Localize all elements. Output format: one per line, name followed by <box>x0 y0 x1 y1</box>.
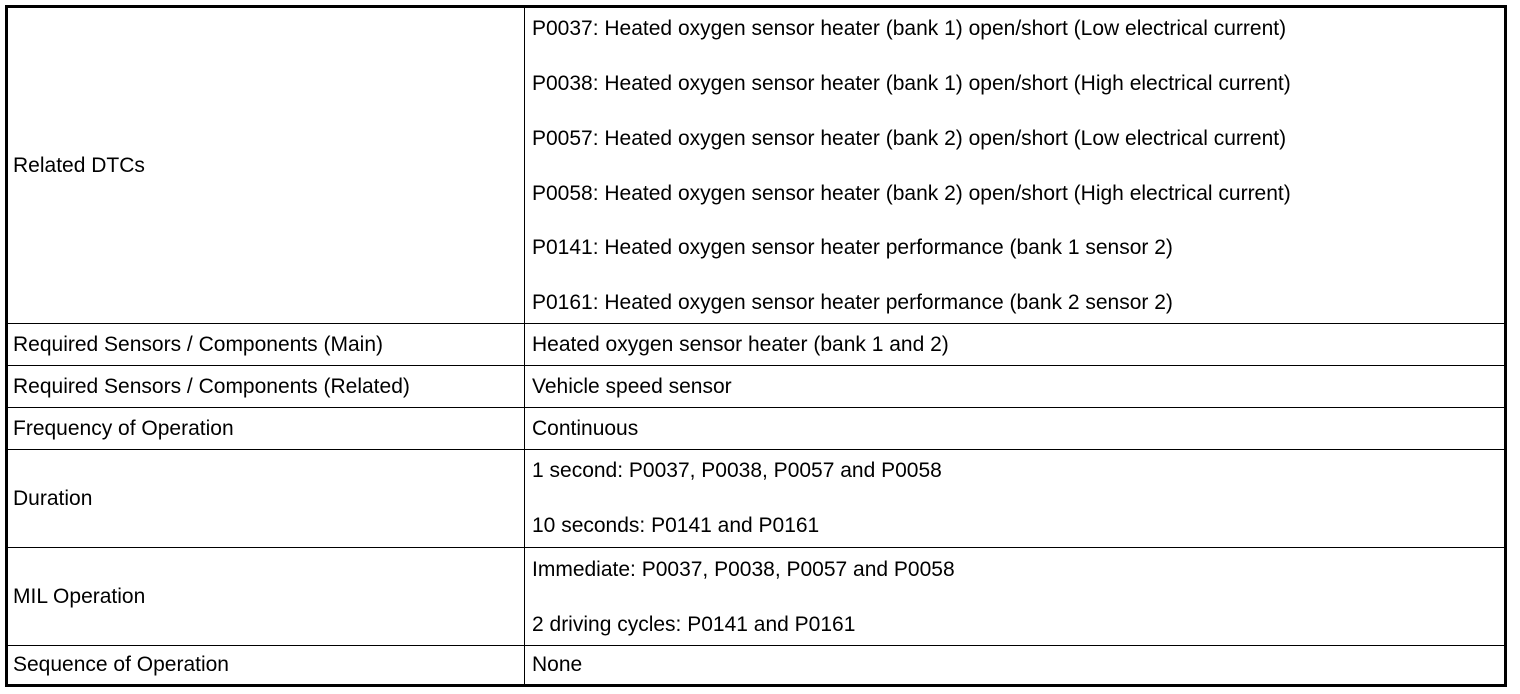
mil-line: 2 driving cycles: P0141 and P0161 <box>532 613 856 636</box>
dtc-line: P0038: Heated oxygen sensor heater (bank 1) open/short (High electrical current) <box>532 72 1291 95</box>
row-label: Sequence of Operation <box>8 646 525 684</box>
duration-line: 10 seconds: P0141 and P0161 <box>532 514 820 537</box>
table-row <box>8 646 1504 684</box>
row-label: Frequency of Operation <box>8 408 525 449</box>
row-value: None <box>532 653 583 676</box>
dtc-line: P0057: Heated oxygen sensor heater (bank 2) open/short (Low electrical current) <box>532 127 1287 150</box>
row-label: Related DTCs <box>8 8 525 323</box>
row-value <box>526 8 1504 323</box>
row-value <box>526 548 1504 645</box>
table-row <box>8 324 1504 366</box>
table-row <box>8 366 1504 408</box>
row-value <box>526 450 1504 547</box>
table-row <box>8 408 1504 450</box>
mil-line: Immediate: P0037, P0038, P0057 and P0058 <box>532 558 955 581</box>
row-label: Duration <box>8 450 525 547</box>
dtc-line: P0037: Heated oxygen sensor heater (bank 1) open/short (Low electrical current) <box>532 17 1287 40</box>
duration-line: 1 second: P0037, P0038, P0057 and P0058 <box>532 459 942 482</box>
row-label: MIL Operation <box>8 548 525 645</box>
table-row <box>8 8 1504 324</box>
row-value: Heated oxygen sensor heater (bank 1 and 2) <box>532 332 949 356</box>
row-value: Vehicle speed sensor <box>532 374 732 398</box>
table-row <box>8 548 1504 646</box>
dtc-line: P0141: Heated oxygen sensor heater performance (bank 1 sensor 2) <box>532 236 1173 259</box>
row-label: Required Sensors / Components (Main) <box>8 324 525 365</box>
dtc-line: P0161: Heated oxygen sensor heater performance (bank 2 sensor 2) <box>532 291 1173 314</box>
spec-table <box>5 5 1507 687</box>
row-value: Continuous <box>532 416 639 440</box>
table-row <box>8 450 1504 548</box>
dtc-line: P0058: Heated oxygen sensor heater (bank 2) open/short (High electrical current) <box>532 182 1291 205</box>
row-label: Required Sensors / Components (Related) <box>8 366 525 407</box>
